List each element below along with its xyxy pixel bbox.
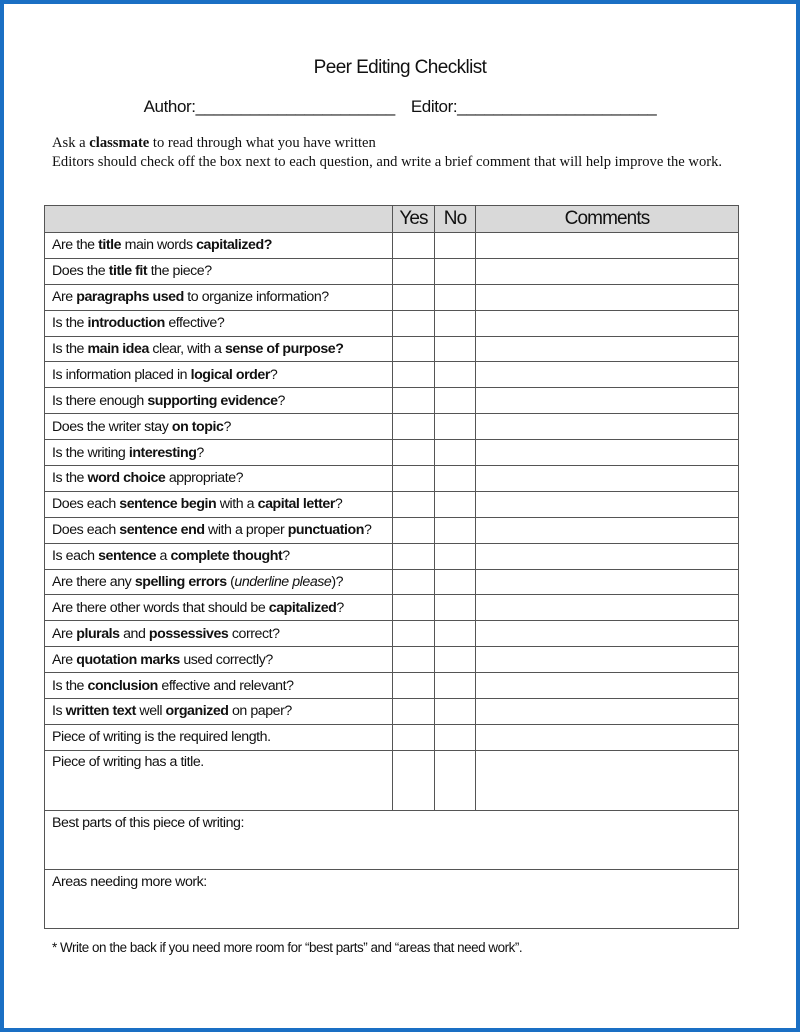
- question-text: appropriate?: [165, 470, 244, 487]
- comment-cell[interactable]: [476, 233, 739, 259]
- yes-checkbox-cell[interactable]: [393, 724, 435, 750]
- question-text: main idea: [87, 341, 149, 357]
- no-checkbox-cell[interactable]: [435, 491, 476, 517]
- question-text: ?: [336, 599, 344, 616]
- question-text: used correctly?: [179, 651, 273, 668]
- no-checkbox-cell[interactable]: [435, 388, 476, 414]
- yes-checkbox-cell[interactable]: [393, 595, 435, 621]
- question-text: well: [135, 703, 166, 720]
- question-cell: [45, 517, 393, 543]
- checklist-table: [44, 205, 739, 929]
- question-text: Piece of writing is the required length.: [52, 729, 271, 746]
- checklist-row: [45, 647, 739, 673]
- author-field[interactable]: Author:______________________: [143, 97, 395, 116]
- comment-cell[interactable]: [476, 673, 739, 699]
- question-cell: [45, 724, 393, 750]
- page-title: Peer Editing Checklist: [313, 57, 487, 78]
- question-text: Are: [52, 289, 77, 306]
- question-text: the piece?: [147, 263, 212, 280]
- checklist-row: [45, 699, 739, 725]
- question-cell: [45, 647, 393, 673]
- instruction-bold: classmate: [89, 135, 150, 151]
- question-text: Are there other words that should be: [52, 599, 269, 616]
- question-text: ?: [363, 522, 372, 539]
- question-text: with a: [216, 496, 258, 513]
- question-text: punctuation: [287, 522, 364, 539]
- question-text: with a proper: [204, 522, 288, 539]
- checklist-row: [45, 284, 739, 310]
- question-text: Does each: [52, 496, 120, 513]
- checklist-row: [45, 233, 739, 259]
- no-checkbox-cell[interactable]: [435, 336, 476, 362]
- comment-cell[interactable]: [476, 440, 739, 466]
- yes-checkbox-cell[interactable]: [393, 388, 435, 414]
- checklist-row: [45, 362, 739, 388]
- yes-checkbox-cell[interactable]: [393, 414, 435, 440]
- yes-checkbox-cell[interactable]: [393, 647, 435, 673]
- question-text: title: [98, 237, 122, 254]
- question-text: supporting evidence: [147, 392, 278, 409]
- question-text: plurals: [76, 625, 120, 642]
- question-text: Are: [52, 625, 77, 642]
- yes-checkbox-cell[interactable]: [393, 673, 435, 699]
- comment-cell[interactable]: [476, 310, 739, 336]
- question-text: paragraphs used: [76, 289, 184, 306]
- yes-checkbox-cell[interactable]: [393, 466, 435, 492]
- question-text: on topic: [171, 418, 224, 435]
- no-checkbox-cell[interactable]: [435, 543, 476, 569]
- question-text: Does the: [52, 263, 109, 280]
- question-cell: [45, 414, 393, 440]
- yes-checkbox-cell[interactable]: [393, 310, 435, 336]
- yes-checkbox-cell[interactable]: [393, 258, 435, 284]
- question-text: logical order: [190, 366, 270, 383]
- question-text: Does the writer stay: [52, 418, 172, 435]
- question-cell: [45, 388, 393, 414]
- question-cell: [45, 699, 393, 725]
- question-cell: [45, 284, 393, 310]
- comment-cell[interactable]: [476, 284, 739, 310]
- comment-cell[interactable]: [476, 724, 739, 750]
- instruction-line-2: Editors should check off the box next to each question, and write a brief comment that will help improve the work.: [52, 153, 723, 170]
- best-parts-label: Best parts of this piece of writing:: [52, 814, 244, 831]
- comment-cell[interactable]: [476, 362, 739, 388]
- question-text: effective?: [164, 315, 225, 332]
- yes-checkbox-cell[interactable]: [393, 284, 435, 310]
- question-text: title fit: [108, 263, 148, 280]
- areas-label: Areas needing more work:: [52, 873, 207, 890]
- byline: [4, 97, 796, 117]
- checklist-row: [45, 491, 739, 517]
- checklist-row: [45, 569, 739, 595]
- question-text: ?: [196, 444, 204, 461]
- table-header-row: [45, 206, 739, 233]
- comment-cell[interactable]: [476, 517, 739, 543]
- yes-checkbox-cell[interactable]: [393, 491, 435, 517]
- header-question: [45, 206, 393, 233]
- no-checkbox-cell[interactable]: [435, 569, 476, 595]
- checklist-rows: [45, 233, 739, 811]
- comment-cell[interactable]: [476, 491, 739, 517]
- question-text: a: [156, 548, 171, 565]
- comment-cell[interactable]: [476, 647, 739, 673]
- checklist-row: [45, 517, 739, 543]
- question-text: effective and relevant?: [157, 677, 294, 694]
- no-checkbox-cell[interactable]: [435, 362, 476, 388]
- checklist-row: [45, 724, 739, 750]
- question-text: ?: [277, 392, 285, 409]
- question-text: Are the: [52, 237, 99, 254]
- yes-checkbox-cell[interactable]: [393, 233, 435, 259]
- header-yes: Yes: [393, 206, 435, 233]
- question-cell: [45, 750, 393, 810]
- comment-cell[interactable]: [476, 388, 739, 414]
- question-text: interesting: [128, 444, 197, 461]
- comment-cell[interactable]: [476, 258, 739, 284]
- comment-cell[interactable]: [476, 569, 739, 595]
- question-text: written text: [65, 703, 136, 720]
- comment-cell[interactable]: [476, 699, 739, 725]
- question-text: ?: [223, 418, 231, 435]
- question-text: capitalized?: [196, 237, 272, 254]
- checklist-row: [45, 310, 739, 336]
- no-checkbox-cell[interactable]: [435, 750, 476, 810]
- question-text: sentence begin: [119, 496, 217, 513]
- best-parts-row: [45, 810, 739, 869]
- checklist-row: [45, 414, 739, 440]
- question-cell: [45, 569, 393, 595]
- yes-checkbox-cell[interactable]: [393, 569, 435, 595]
- comment-cell[interactable]: [476, 595, 739, 621]
- question-text: sentence end: [119, 522, 205, 539]
- checklist-row: [45, 750, 739, 810]
- best-parts-field[interactable]: [45, 810, 739, 869]
- question-text: sense of purpose?: [224, 341, 344, 357]
- question-text: Is information placed in: [52, 366, 191, 383]
- question-cell: [45, 233, 393, 259]
- comment-cell[interactable]: [476, 543, 739, 569]
- question-text: complete thought: [170, 548, 283, 565]
- question-text: main words: [121, 237, 197, 254]
- no-checkbox-cell[interactable]: [435, 440, 476, 466]
- checklist-row: [45, 621, 739, 647]
- checklist-row: [45, 543, 739, 569]
- yes-checkbox-cell[interactable]: [393, 750, 435, 810]
- no-checkbox-cell[interactable]: [435, 673, 476, 699]
- question-text: sentence: [98, 548, 157, 565]
- no-checkbox-cell[interactable]: [435, 595, 476, 621]
- yes-checkbox-cell[interactable]: [393, 336, 435, 362]
- question-cell: [45, 258, 393, 284]
- question-text: clear, with a: [148, 341, 225, 357]
- question-text: organized: [165, 703, 229, 720]
- question-cell: [45, 336, 393, 362]
- question-text: spelling errors: [134, 574, 227, 591]
- editor-field[interactable]: Editor:______________________: [410, 97, 657, 116]
- question-text: Is each: [52, 548, 99, 565]
- worksheet-page: [4, 4, 796, 1028]
- question-text: Are: [52, 651, 77, 668]
- question-cell: [45, 673, 393, 699]
- yes-checkbox-cell[interactable]: [393, 440, 435, 466]
- yes-checkbox-cell[interactable]: [393, 621, 435, 647]
- comment-cell[interactable]: [476, 336, 739, 362]
- checklist-row: [45, 388, 739, 414]
- no-checkbox-cell[interactable]: [435, 724, 476, 750]
- question-text: Are there any: [52, 574, 135, 591]
- question-text: capitalized: [268, 599, 337, 616]
- question-text: and: [119, 625, 149, 642]
- question-text: introduction: [87, 315, 165, 332]
- question-text: )?: [331, 574, 344, 591]
- areas-row: [45, 869, 739, 928]
- instruction-text: Ask a: [52, 135, 90, 151]
- no-checkbox-cell[interactable]: [435, 233, 476, 259]
- areas-field[interactable]: [45, 869, 739, 928]
- question-text: Piece of writing has a title.: [52, 753, 204, 770]
- yes-checkbox-cell[interactable]: [393, 517, 435, 543]
- header-comments: Comments: [476, 206, 739, 233]
- question-text: underline please: [234, 574, 332, 591]
- question-text: Is: [52, 703, 66, 720]
- yes-checkbox-cell[interactable]: [393, 543, 435, 569]
- question-text: capital letter: [257, 496, 335, 513]
- question-cell: [45, 466, 393, 492]
- question-text: conclusion: [87, 677, 158, 694]
- question-text: to organize information?: [183, 289, 329, 306]
- question-text: possessives: [148, 625, 229, 642]
- question-text: Is the: [52, 677, 88, 694]
- no-checkbox-cell[interactable]: [435, 414, 476, 440]
- header-no: No: [435, 206, 476, 233]
- question-text: correct?: [228, 625, 280, 642]
- question-cell: [45, 491, 393, 517]
- question-text: ?: [269, 366, 278, 383]
- question-text: Does each: [52, 522, 120, 539]
- yes-checkbox-cell[interactable]: [393, 362, 435, 388]
- no-checkbox-cell[interactable]: [435, 466, 476, 492]
- comment-cell[interactable]: [476, 414, 739, 440]
- question-cell: [45, 595, 393, 621]
- question-text: Is the writing: [52, 444, 129, 461]
- no-checkbox-cell[interactable]: [435, 621, 476, 647]
- no-checkbox-cell[interactable]: [435, 647, 476, 673]
- comment-cell[interactable]: [476, 750, 739, 810]
- comment-cell[interactable]: [476, 621, 739, 647]
- question-cell: [45, 621, 393, 647]
- question-text: on paper?: [228, 703, 292, 720]
- instructions: [52, 134, 742, 171]
- yes-checkbox-cell[interactable]: [393, 699, 435, 725]
- question-cell: [45, 440, 393, 466]
- question-text: (: [226, 574, 235, 591]
- checklist-row: [45, 595, 739, 621]
- checklist-row: [45, 466, 739, 492]
- question-text: quotation marks: [76, 651, 180, 668]
- no-checkbox-cell[interactable]: [435, 699, 476, 725]
- question-cell: [45, 543, 393, 569]
- question-text: Is the: [52, 470, 88, 487]
- question-text: ?: [282, 548, 290, 565]
- no-checkbox-cell[interactable]: [435, 310, 476, 336]
- footnote: * Write on the back if you need more room for “best parts” and “areas that need work”.: [52, 940, 523, 955]
- question-text: Is the: [52, 315, 88, 332]
- question-text: word choice: [87, 470, 166, 487]
- question-cell: [45, 310, 393, 336]
- instruction-line-1: [52, 134, 742, 153]
- no-checkbox-cell[interactable]: [435, 258, 476, 284]
- question-text: Is the: [52, 341, 88, 357]
- no-checkbox-cell[interactable]: [435, 517, 476, 543]
- checklist-row: [45, 336, 739, 362]
- no-checkbox-cell[interactable]: [435, 284, 476, 310]
- instruction-text: to read through what you have written: [149, 135, 376, 151]
- comment-cell[interactable]: [476, 466, 739, 492]
- question-text: Is there enough: [52, 392, 148, 409]
- checklist-row: [45, 673, 739, 699]
- question-cell: [45, 362, 393, 388]
- checklist-row: [45, 258, 739, 284]
- checklist-row: [45, 440, 739, 466]
- question-text: ?: [334, 496, 343, 513]
